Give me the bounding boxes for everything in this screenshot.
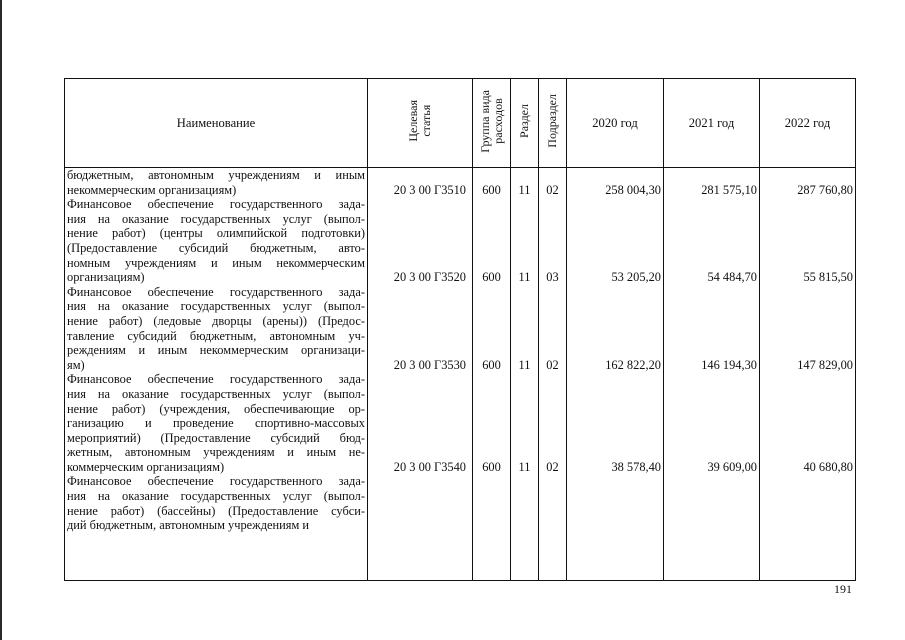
name-line: некоммерческим организациям) xyxy=(67,182,237,197)
name-line: коммерческим организациям) xyxy=(67,459,225,474)
header-target-label: Целевая статья xyxy=(406,100,433,143)
name-line: организациям) xyxy=(67,270,145,285)
table-cell-section: 11 xyxy=(518,270,531,285)
table-cell-section: 11 xyxy=(518,357,531,372)
name-line: Финансовое обеспечение государственного зада- xyxy=(67,197,365,212)
table-cell-group: 600 xyxy=(482,182,501,197)
name-line: Финансовое обеспечение государственного зада- xyxy=(67,372,365,387)
name-line: нение работ) (учреждения, обеспечивающие ор- xyxy=(67,401,365,416)
name-line: номным учреждениям и иным некоммерческим xyxy=(67,255,365,270)
name-line: ния на оказание государственных услуг (выпол- xyxy=(67,489,365,504)
header-subsection xyxy=(539,79,567,168)
name-line: ганизацию и проведение спортивно-массовых xyxy=(67,416,365,431)
y2021-column xyxy=(664,168,760,581)
name-line: ния на оказание государственных услуг (выпол- xyxy=(67,386,365,401)
subsection-column xyxy=(539,168,567,581)
target-values xyxy=(368,168,472,580)
table-cell-subsection: 02 xyxy=(546,182,559,197)
y2020-values xyxy=(567,168,663,580)
name-line: дий бюджетным, автономным учреждениям и xyxy=(67,518,310,533)
table-cell-y2022: 147 829,00 xyxy=(797,357,853,372)
header-2022: 2022 год xyxy=(760,79,856,168)
table-cell-y2021: 54 484,70 xyxy=(707,270,757,285)
header-row xyxy=(65,79,856,168)
subsection-values xyxy=(539,168,566,580)
header-2021: 2021 год xyxy=(664,79,760,168)
name-line: Финансовое обеспечение государственного зада- xyxy=(67,474,365,489)
scan-edge xyxy=(0,0,2,640)
y2022-column xyxy=(760,168,856,581)
table-cell-y2022: 40 680,80 xyxy=(803,460,853,474)
table-cell-target: 20 3 00 Г3530 xyxy=(393,357,466,372)
header-2020: 2020 год xyxy=(567,79,664,168)
table-cell-y2021: 146 194,30 xyxy=(701,357,757,372)
header-section xyxy=(511,79,539,168)
budget-table xyxy=(64,78,856,581)
name-line: бюджетным, автономным учреждениям и иным xyxy=(67,168,365,182)
page-number: 191 xyxy=(834,582,852,596)
name-line: ния на оказание государственных услуг (выпол- xyxy=(67,299,365,314)
name-text-block xyxy=(65,168,367,580)
table-cell-group: 600 xyxy=(482,270,501,285)
name-line: реждениям и иным некоммерческим организаци- xyxy=(67,343,365,358)
name-column xyxy=(65,168,368,581)
name-line: жетным, автономным учреждениям и иным не- xyxy=(67,445,365,460)
table-cell-section: 11 xyxy=(518,460,531,474)
header-section-label: Раздел xyxy=(517,104,531,139)
group-values xyxy=(473,168,510,580)
table-cell-target: 20 3 00 Г3520 xyxy=(393,270,466,285)
header-expense-group-label: Группа вида расходов xyxy=(477,89,505,153)
group-column xyxy=(473,168,511,581)
name-line: Финансовое обеспечение государственного зада- xyxy=(67,284,365,299)
table-cell-section: 11 xyxy=(518,182,531,197)
table-cell-y2020: 38 578,40 xyxy=(611,460,661,474)
table-cell-y2020: 162 822,20 xyxy=(605,357,661,372)
header-expense-group xyxy=(473,79,511,168)
table-body-row xyxy=(65,168,856,581)
table-cell-y2022: 55 815,50 xyxy=(803,270,853,285)
table-cell-subsection: 02 xyxy=(546,357,559,372)
name-line: (Предоставление субсидий бюджетным, авто- xyxy=(67,240,365,255)
y2022-values xyxy=(760,168,855,580)
section-column xyxy=(511,168,539,581)
y2020-column xyxy=(567,168,664,581)
table-cell-y2020: 53 205,20 xyxy=(611,270,661,285)
name-line: тавление субсидий бюджетным, автономным уч- xyxy=(67,328,365,343)
y2021-values xyxy=(664,168,759,580)
table-cell-subsection: 02 xyxy=(546,460,559,474)
section-values xyxy=(511,168,538,580)
table-cell-group: 600 xyxy=(482,357,501,372)
name-line: нение работ) (ледовые дворцы (арены)) (Предос- xyxy=(67,313,365,328)
table-cell-target: 20 3 00 Г3540 xyxy=(393,460,466,474)
table-cell-y2021: 39 609,00 xyxy=(707,460,757,474)
table-cell-subsection: 03 xyxy=(546,270,559,285)
table-cell-group: 600 xyxy=(482,460,501,474)
name-line: нение работ) (бассейны) (Предоставление субси- xyxy=(67,503,365,518)
header-subsection-label: Подраздел xyxy=(545,94,559,149)
header-target xyxy=(368,79,473,168)
table-cell-y2022: 287 760,80 xyxy=(797,182,853,197)
table-cell-y2020: 258 004,30 xyxy=(605,182,661,197)
name-line: мероприятий) (Предоставление субсидий бюд- xyxy=(67,430,365,445)
target-column xyxy=(368,168,473,581)
table-cell-y2021: 281 575,10 xyxy=(701,182,757,197)
table-cell-target: 20 3 00 Г3510 xyxy=(393,182,466,197)
name-line: нение работ) (центры олимпийской подготовки) xyxy=(67,226,365,241)
header-name: Наименование xyxy=(65,79,368,168)
name-line: ния на оказание государственных услуг (выпол- xyxy=(67,211,365,226)
name-line: ям) xyxy=(67,357,85,372)
